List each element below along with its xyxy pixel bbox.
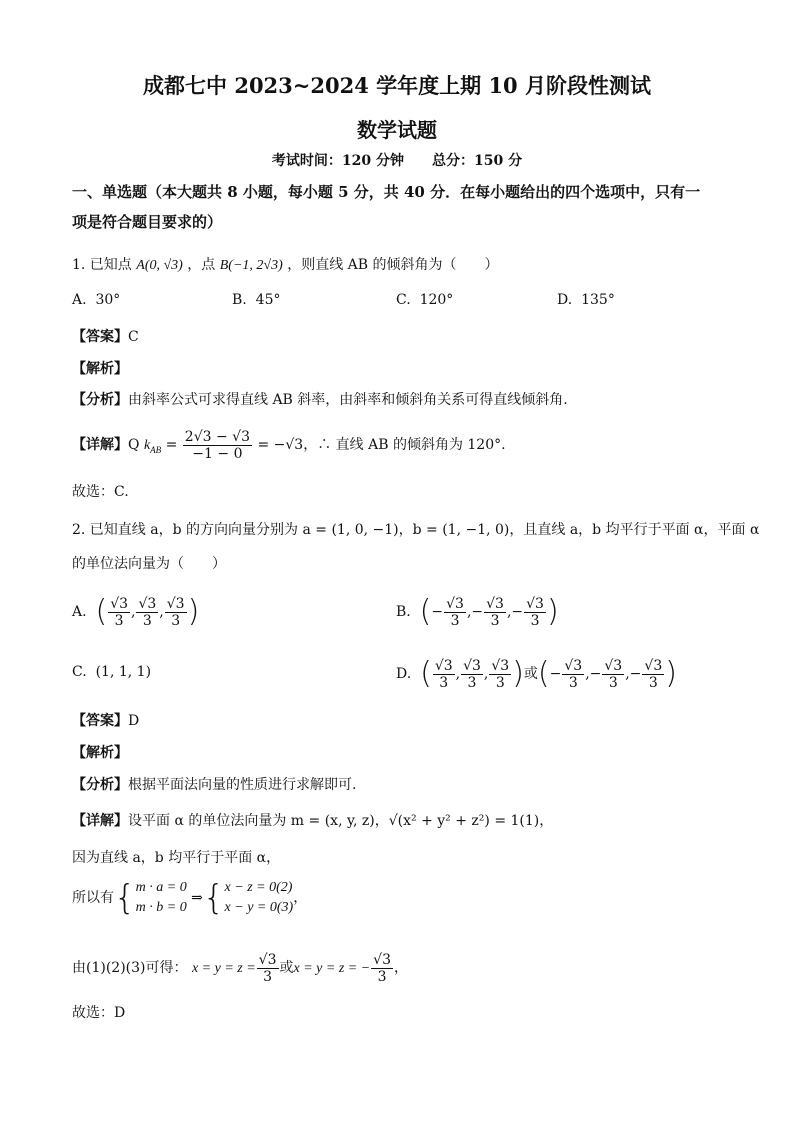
section-heading-line1: 一、单选题（本大题共 8 小题，每小题 5 分，共 40 分．在每小题给出的四个选项中，只有一 xyxy=(72,183,701,201)
q2-detail: 【详解】设平面 α 的单位法向量为 m = (x, y, z)，√(x² + y² + z²) = 1(1)， xyxy=(72,813,554,829)
q1-stem-mid: ，点 xyxy=(187,257,216,273)
q1-analysis-tag: 【解析】 xyxy=(72,361,128,377)
exam-title: 成都七中 2023~2024 学年度上期 10 月阶段性测试 xyxy=(143,73,651,98)
q2-option-b: B. (− $\frac{√3}{3}$ ,− $\frac{√3}{3}$ ,− $\frac{√3}{3}$ ) xyxy=(396,594,559,629)
q1-option-c: C. 120° xyxy=(396,292,454,308)
q2-fenxi: 【分析】根据平面法向量的性质进行求解即可. xyxy=(72,777,357,793)
q1-answer: 【答案】C xyxy=(72,329,139,345)
q1-option-d: D. 135° xyxy=(557,292,615,308)
q1-option-a: A. 30° xyxy=(72,292,121,308)
q1-slope-fraction: $\frac{2√3 - √3}{-1 - 0}$ xyxy=(184,428,250,462)
exam-info: 考试时间：120 分钟 总分：150 分 xyxy=(271,153,523,169)
q2-stem-line1: 2. 已知直线 a，b 的方向向量分别为 a = (1, 0, −1)，b = (1, −1, 0)，且直线 a，b 均平行于平面 α，平面 α xyxy=(72,522,760,538)
q2-analysis-tag: 【解析】 xyxy=(72,745,128,761)
q2-because: 因为直线 a，b 均平行于平面 α， xyxy=(72,850,281,866)
q2-solution: 由(1)(2)(3)可得： x = y = z = $\frac{√3}{3}$ 或x = y = z = − $\frac{√3}{3}$ ， xyxy=(72,951,408,985)
q1-stem xyxy=(72,255,499,276)
section-heading-line2: 项是符合题目要求的） xyxy=(72,213,223,231)
q1-point-b: B(−1, 2√3) xyxy=(219,258,283,273)
q1-option-b: B. 45° xyxy=(232,292,281,308)
q2-option-d: D. ( $\frac{√3}{3}$ , $\frac{√3}{3}$ , $\frac{√3}{3}$ )或(− $\frac{√3}{3}$ ,− $\frac{√3}{3}$ ,− $\frac{√3}{3}$ ) xyxy=(396,656,677,691)
q1-conclusion: 故选：C. xyxy=(72,484,129,500)
q1-point-a: A(0, √3) xyxy=(136,258,183,273)
q2-system: 所以有{ m · a = 0 m · b = 0 ⇒{ x − z = 0(2) x − y = 0(3) ， xyxy=(72,878,308,918)
q1-stem-prefix: 1. 已知点 xyxy=(72,257,132,273)
q2-option-a: A. ( $\frac{√3}{3}$ , $\frac{√3}{3}$ , $\frac{√3}{3}$ ) xyxy=(72,594,200,629)
q2-conclusion: 故选：D xyxy=(72,1005,126,1021)
q2-answer: 【答案】D xyxy=(72,713,140,729)
q1-stem-suffix: ，则直线 AB 的倾斜角为（ ） xyxy=(287,257,499,273)
q1-detail: 【详解】Q $k_{AB}$ = $\frac{2√3 - √3}{-1 - 0}$ = −√3，∴ 直线 AB 的倾斜角为 120°. xyxy=(72,428,506,462)
q1-fenxi: 【分析】由斜率公式可求得直线 AB 斜率，由斜率和倾斜角关系可得直线倾斜角. xyxy=(72,392,568,408)
q2-option-c: C. (1, 1, 1) xyxy=(72,664,152,680)
q2-stem-line2: 的单位法向量为（ ） xyxy=(72,556,226,572)
exam-subtitle: 数学试题 xyxy=(357,118,437,142)
